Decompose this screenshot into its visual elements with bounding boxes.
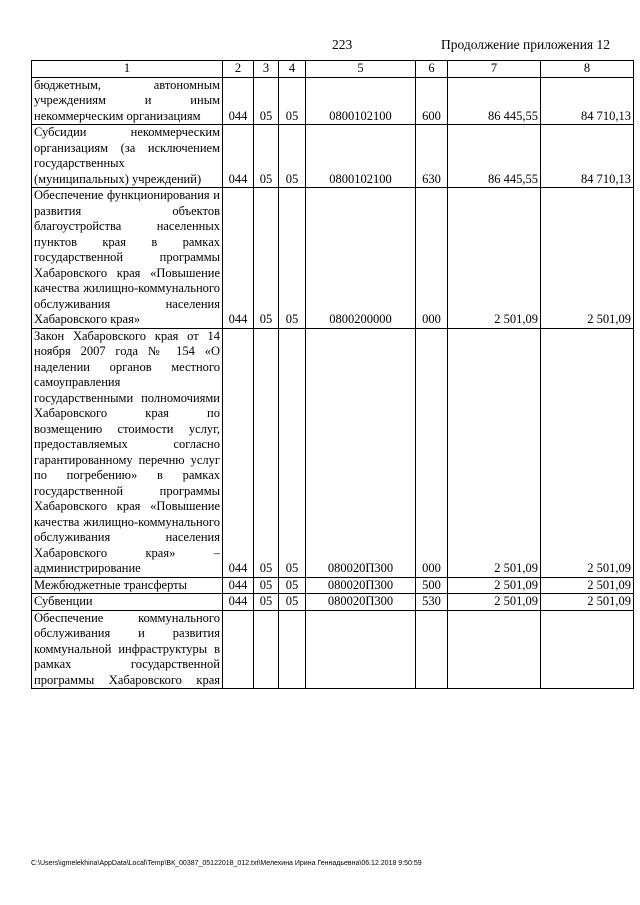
cell-ministry-code: 044 xyxy=(223,125,254,188)
cell-ministry-code: 044 xyxy=(223,188,254,329)
cell-ministry-code: 044 xyxy=(223,577,254,594)
cell-amount-col8: 84 710,13 xyxy=(541,77,634,125)
cell-target-article: 0800102100 xyxy=(306,125,416,188)
row-description: Субвенции xyxy=(32,594,223,611)
cell-target-article xyxy=(306,610,416,689)
cell-target-article: 0800200000 xyxy=(306,188,416,329)
cell-amount-col7: 2 501,09 xyxy=(448,577,541,594)
cell-amount-col8: 2 501,09 xyxy=(541,328,634,577)
cell-section: 05 xyxy=(254,594,279,611)
table-row xyxy=(32,594,634,611)
cell-ministry-code: 044 xyxy=(223,594,254,611)
column-header: 6 xyxy=(416,61,448,78)
continuation-label: Продолжение приложения 12 xyxy=(441,37,611,52)
cell-expense-type: 530 xyxy=(416,594,448,611)
cell-section xyxy=(254,610,279,689)
table-row xyxy=(32,328,634,577)
cell-target-article: 080020П300 xyxy=(306,577,416,594)
cell-expense-type: 500 xyxy=(416,577,448,594)
row-description: Межбюджетные трансферты xyxy=(32,577,223,594)
cell-ministry-code: 044 xyxy=(223,328,254,577)
cell-ministry-code: 044 xyxy=(223,77,254,125)
cell-subsection: 05 xyxy=(279,328,306,577)
column-header: 7 xyxy=(448,61,541,78)
cell-subsection: 05 xyxy=(279,77,306,125)
row-description: Субсидии некоммерческим организациям (за исключением государственных (муниципальных) учреждений) xyxy=(32,125,223,188)
cell-target-article: 080020П300 xyxy=(306,328,416,577)
cell-subsection: 05 xyxy=(279,577,306,594)
cell-target-article: 0800102100 xyxy=(306,77,416,125)
cell-ministry-code xyxy=(223,610,254,689)
column-header: 2 xyxy=(223,61,254,78)
cell-expense-type: 630 xyxy=(416,125,448,188)
cell-section: 05 xyxy=(254,77,279,125)
cell-section: 05 xyxy=(254,125,279,188)
page-number: 223 xyxy=(332,37,353,52)
table-row xyxy=(32,188,634,329)
row-description: бюджетным, автономным учреждениям и иным некоммерческим организациям xyxy=(32,77,223,125)
cell-amount-col7 xyxy=(448,610,541,689)
cell-section: 05 xyxy=(254,188,279,329)
cell-expense-type: 000 xyxy=(416,328,448,577)
cell-amount-col8: 2 501,09 xyxy=(541,594,634,611)
cell-amount-col7: 2 501,09 xyxy=(448,594,541,611)
cell-expense-type xyxy=(416,610,448,689)
column-header: 1 xyxy=(32,61,223,78)
cell-section: 05 xyxy=(254,328,279,577)
cell-subsection: 05 xyxy=(279,188,306,329)
table-row xyxy=(32,610,634,689)
cell-amount-col8: 2 501,09 xyxy=(541,188,634,329)
cell-target-article: 080020П300 xyxy=(306,594,416,611)
cell-subsection xyxy=(279,610,306,689)
column-header: 8 xyxy=(541,61,634,78)
table-header-row xyxy=(32,61,634,78)
row-description: Закон Хабаровского края от 14 ноября 2007 года № 154 «О наделении органов местного самоуправления государственными полномочиями Хабаровского края по возмещению стоимости услуг, предоставляемых согласно гарантированному перечню услуг по погребению» в рамках государственной программы Хабаровского края «Повышение качества жилищно-коммунального обслуживания населения Хабаровского края» – администрирование xyxy=(32,328,223,577)
cell-amount-col8: 84 710,13 xyxy=(541,125,634,188)
footer-file-path: C:\Users\igmelekhina\AppData\Local\Temp\ВК_00387_05122018_012.txt\Мелехина Ирина Геннадьевна\06.12.2018 9:50:59 xyxy=(31,860,422,867)
cell-amount-col7: 86 445,55 xyxy=(448,77,541,125)
cell-amount-col7: 2 501,09 xyxy=(448,328,541,577)
budget-table xyxy=(31,60,634,689)
cell-amount-col7: 86 445,55 xyxy=(448,125,541,188)
cell-expense-type: 600 xyxy=(416,77,448,125)
row-description: Обеспечение функционирования и развития объектов благоустройства населенных пунктов края в рамках государственной программы Хабаровского края «Повышение качества жилищно-коммунального обслуживания населения Хабаровского края» xyxy=(32,188,223,329)
column-header: 4 xyxy=(279,61,306,78)
cell-expense-type: 000 xyxy=(416,188,448,329)
table-row xyxy=(32,77,634,125)
row-description: Обеспечение коммунального обслуживания и развития коммунальной инфраструктуры в рамках государственной программы Хабаровского края xyxy=(32,610,223,689)
cell-amount-col8: 2 501,09 xyxy=(541,577,634,594)
column-header: 3 xyxy=(254,61,279,78)
table-row xyxy=(32,125,634,188)
cell-amount-col8 xyxy=(541,610,634,689)
table-row xyxy=(32,577,634,594)
cell-section: 05 xyxy=(254,577,279,594)
cell-amount-col7: 2 501,09 xyxy=(448,188,541,329)
cell-subsection: 05 xyxy=(279,125,306,188)
column-header: 5 xyxy=(306,61,416,78)
cell-subsection: 05 xyxy=(279,594,306,611)
